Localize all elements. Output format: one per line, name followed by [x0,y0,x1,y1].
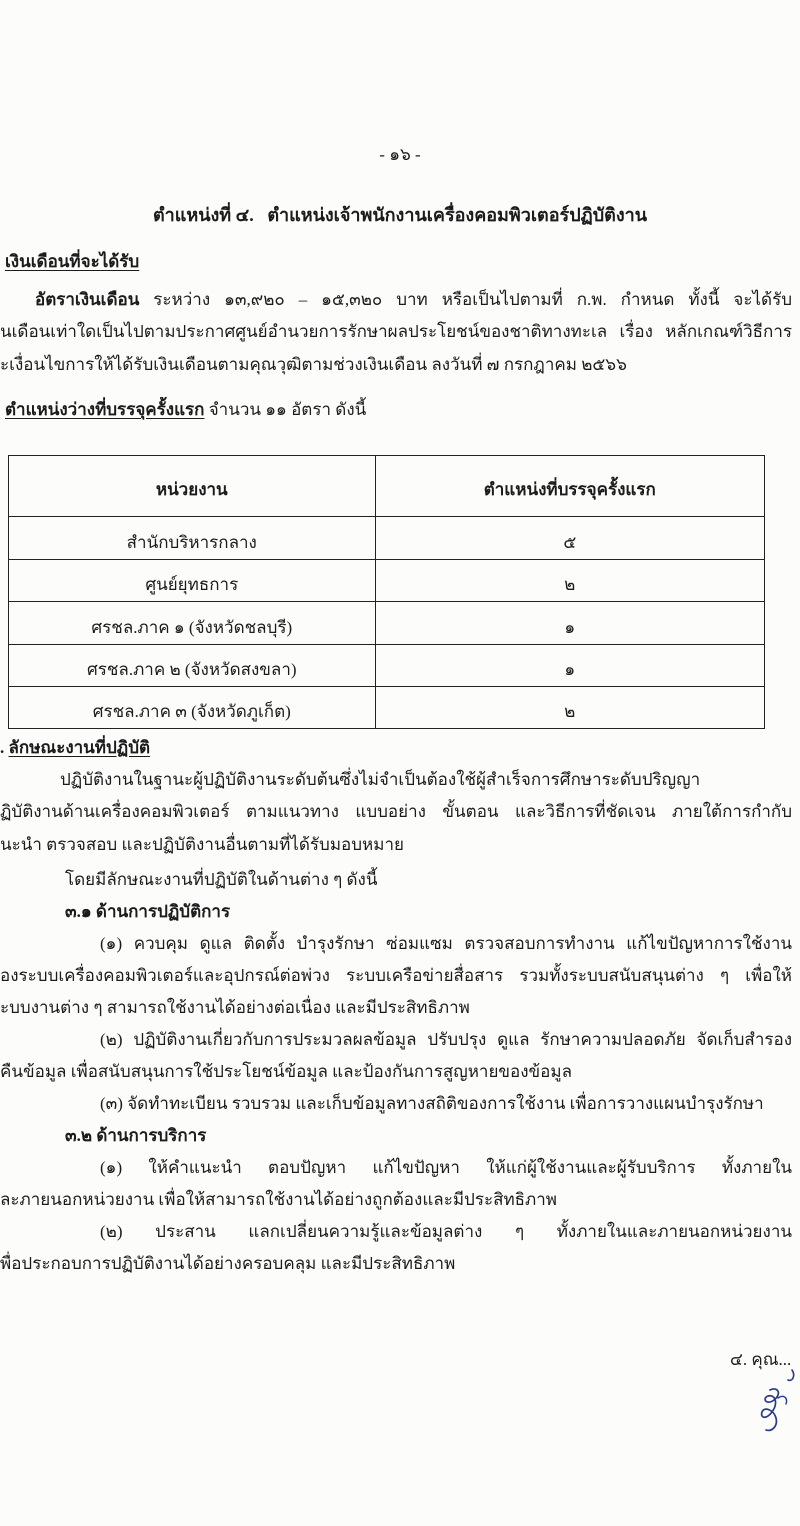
next-section-continuation: ๔. คุณ... [730,1350,792,1369]
table-cell-count: ๒ [375,560,764,602]
table-cell-count: ๑ [375,602,764,645]
table-header-row [9,456,765,517]
table-header-count: ตำแหน่งที่บรรจุครั้งแรก [375,456,764,517]
duties-intro-line: ปฏิบัติงานในฐานะผู้ปฏิบัติงานระดับต้นซึ่งไม่จำเป็นต้องใช้ผู้สำเร็จการศึกษาระดับปริญญา [60,770,701,789]
salary-line: นเดือนเท่าใดเป็นไปตามประกาศศูนย์อำนวยการรักษาผลประโยชน์ของชาติทางทะเล เรื่อง หลักเกณฑ์วิธีการ [0,322,792,341]
title-label: ตำแหน่งที่ ๔. [152,205,254,225]
table-cell-unit: ศรชล.ภาค ๑ (จังหวัดชลบุรี) [9,602,376,645]
services-heading: ๓.๒ ด้านการบริการ [65,1126,207,1145]
operations-item-line: คืนข้อมูล เพื่อสนับสนุนการใช้ประโยชน์ข้อมูล และป้องกันการสูญหายของข้อมูล [0,1062,572,1081]
table-cell-count: ๑ [375,645,764,687]
salary-line: ะเงื่อนไขการให้ได้รับเงินเดือนตามคุณวุฒิตามช่วงเงินเดือน ลงวันที่ ๗ กรกฎาคม ๒๕๖๖ [0,355,627,374]
salary-rate-label: อัตราเงินเดือน [35,290,140,309]
duties-heading-text: ลักษณะงานที่ปฏิบัติ [8,738,151,757]
table-row [9,687,765,729]
operations-heading: ๓.๑ ด้านการปฏิบัติการ [65,902,231,921]
page-title [0,201,800,229]
duties-lead: โดยมีลักษณะงานที่ปฏิบัติในด้านต่าง ๆ ดังนี้ [65,870,378,889]
table-row [9,560,765,602]
table-cell-count: ๕ [375,517,764,560]
vacancy-text: จำนวน ๑๑ อัตรา ดังนี้ [208,400,367,419]
table-row [9,517,765,560]
duties-heading-prefix: . [0,738,5,757]
salary-heading: เงินเดือนที่จะได้รับ [5,252,140,271]
table-cell-unit: สำนักบริหารกลาง [9,517,376,560]
operations-item-line: (๓) จัดทำทะเบียน รวบรวม และเก็บข้อมูลทางสถิติของการใช้งาน เพื่อการวางแผนบำรุงรักษา [100,1094,764,1113]
vacancy-line [5,397,792,423]
salary-rate-text: ระหว่าง ๑๓,๙๒๐ – ๑๕,๓๒๐ บาท หรือเป็นไปตามที่ ก.พ. กำหนด ทั้งนี้ จะได้รับ [153,290,792,309]
operations-item-line: องระบบเครื่องคอมพิวเตอร์และอุปกรณ์ต่อพ่วง ระบบเครือข่ายสื่อสาร รวมทั้งระบบสนับสนุนต่าง ๆ เพื่อให้ [0,966,792,985]
vacancy-heading: ตำแหน่งว่างที่บรรจุครั้งแรก [5,400,205,419]
table-row [9,602,765,645]
table-row [9,645,765,687]
operations-item-line: (๑) ควบคุม ดูแล ติดตั้ง บำรุงรักษา ซ่อมแซม ตรวจสอบการทำงาน แก้ไขปัญหาการใช้งาน [100,934,792,953]
operations-item-line: (๒) ปฏิบัติงานเกี่ยวกับการประมวลผลข้อมูล ปรับปรุง ดูแล รักษาความปลอดภัย จัดเก็บสำรอง [100,1030,792,1049]
vacancy-table [8,455,765,729]
services-item-line: พื่อประกอบการปฏิบัติงานได้อย่างครอบคลุม และมีประสิทธิภาพ [0,1254,456,1273]
signature [752,1368,798,1438]
services-item-line: (๒) ประสาน แลกเปลี่ยนความรู้และข้อมูลต่าง ๆ ทั้งภายในและภายนอกหน่วยงาน [100,1222,792,1241]
table-cell-count: ๒ [375,687,764,729]
duties-intro-line: นะนำ ตรวจสอบ และปฏิบัติงานอื่นตามที่ได้รับมอบหมาย [0,835,404,854]
title-position-name: ตำแหน่งเจ้าพนักงานเครื่องคอมพิวเตอร์ปฏิบัติงาน [267,205,648,225]
table-cell-unit: ศรชล.ภาค ๒ (จังหวัดสงขลา) [9,645,376,687]
table-header-unit: หน่วยงาน [9,456,376,517]
services-item-line: (๑) ให้คำแนะนำ ตอบปัญหา แก้ไขปัญหา ให้แก่ผู้ใช้งานและผู้รับบริการ ทั้งภายใน [100,1158,792,1177]
duties-heading [0,735,792,761]
salary-line [35,287,792,313]
table-cell-unit: ศรชล.ภาค ๓ (จังหวัดภูเก็ต) [9,687,376,729]
services-item-line: ละภายนอกหน่วยงาน เพื่อให้สามารถใช้งานได้อย่างถูกต้องและมีประสิทธิภาพ [0,1190,557,1209]
page-number: - ๑๖ - [379,145,421,164]
duties-intro-line: ฏิบัติงานด้านเครื่องคอมพิวเตอร์ ตามแนวทาง แบบอย่าง ขั้นตอน และวิธีการที่ชัดเจน ภายใต้การกำกับ [0,802,792,821]
operations-item-line: ะบบงานต่าง ๆ สามารถใช้งานได้อย่างต่อเนื่อง และมีประสิทธิภาพ [0,998,470,1017]
table-cell-unit: ศูนย์ยุทธการ [9,560,376,602]
